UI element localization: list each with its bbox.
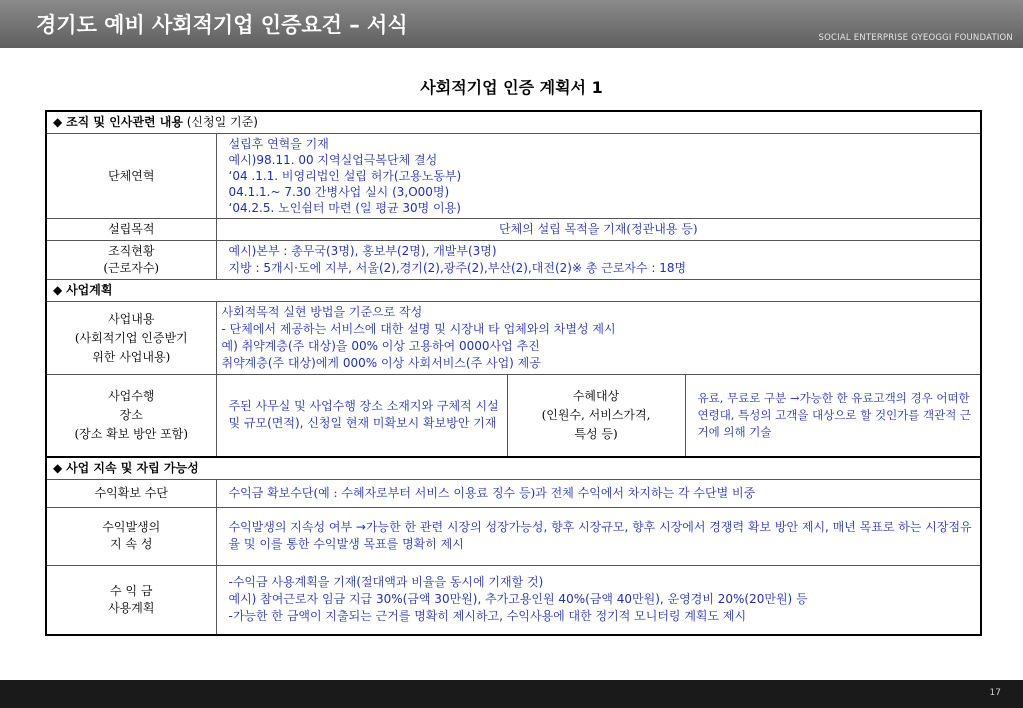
- history-row: [46, 134, 981, 219]
- footer-bar: [0, 680, 1023, 708]
- biz-content-content: [216, 302, 981, 375]
- biz-place-label-line: 사업수행: [108, 388, 155, 403]
- revenue-sustain-row: [46, 507, 981, 565]
- history-line: ‘04 .1.1. 비영리법인 설립 허가(고용노동부): [228, 169, 462, 183]
- diamond-bullet-icon: ◆: [53, 283, 63, 297]
- profit-use-content: [216, 565, 981, 635]
- header-title: 경기도 예비 사회적기업 인증요건 – 서식: [36, 13, 408, 37]
- biz-content-row: [46, 302, 981, 375]
- section-sustain-row: [46, 457, 981, 480]
- biz-content-label: [46, 302, 216, 375]
- biz-place-label-line: 장소: [119, 407, 143, 422]
- history-label: 단체연혁: [46, 134, 216, 219]
- profit-use-label-line: 수 익 금: [110, 583, 153, 598]
- biz-content-line: 예) 취약계층(주 대상)을 00% 이상 고용하여 0000사업 추진: [221, 339, 540, 353]
- section-org-note: (신청일 기준): [182, 115, 258, 129]
- section-biz-title: 사업계획: [66, 283, 113, 297]
- section-sustain-header: [46, 457, 981, 480]
- revenue-sustain-label-line: 수익발생의: [102, 520, 161, 534]
- header-bar: [0, 0, 1023, 48]
- beneficiary-label-line: 특성 등): [574, 426, 618, 441]
- profit-use-label-line: 사용계획: [108, 600, 155, 615]
- status-content: [216, 241, 981, 280]
- section-biz-row: [46, 280, 981, 302]
- section-biz-header: [46, 280, 981, 302]
- profit-use-line: 예시) 참여근로자 임금 지급 30%(금액 30만원), 추가고용인원 40%(금액 40만원), 운영경비 20%(20만원) 등: [228, 592, 808, 607]
- history-line: 04.1.1.~ 7.30 간병사업 실시 (3,O00명): [228, 185, 450, 199]
- application-form-table: [45, 110, 982, 636]
- diamond-bullet-icon: ◆: [53, 460, 63, 475]
- biz-content-label-line: 사업내용: [108, 311, 155, 326]
- purpose-row: [46, 219, 981, 241]
- beneficiary-label-line: (인원수, 서비스가격,: [541, 407, 651, 422]
- status-label-line: 조직현황: [108, 244, 155, 258]
- biz-place-label-line: (장소 확보 방안 포함): [74, 426, 189, 441]
- header-subtitle: SOCIAL ENTERPRISE GYEOGGI FOUNDATION: [818, 33, 1013, 43]
- diamond-bullet-icon: ◆: [53, 115, 63, 129]
- section-sustain-title: 사업 지속 및 자립 가능성: [66, 460, 199, 475]
- status-label: [46, 241, 216, 280]
- history-content: [216, 134, 981, 219]
- biz-content-label-line: 위한 사업내용): [92, 349, 171, 364]
- profit-use-line: -수익금 사용계획을 기재(절대액과 비율을 동시에 기재할 것): [228, 575, 544, 590]
- history-line: 예시)98.11. 00 지역실업극복단체 결성: [228, 153, 438, 167]
- beneficiary-label-line: 수혜대상: [572, 388, 620, 403]
- biz-place-label: [46, 375, 216, 457]
- beneficiary-label: [507, 375, 685, 457]
- biz-content-label-line: (사회적기업 인증받기: [74, 330, 188, 345]
- profit-use-line: -가능한 한 금액이 지출되는 근거를 명확히 제시하고, 수익사용에 대한 정기적 모니터링 계획도 제시: [228, 609, 747, 624]
- page-number: 17: [989, 688, 1001, 698]
- status-label-line: (근로자수): [103, 261, 160, 275]
- status-row: [46, 241, 981, 280]
- revenue-content: 수익금 확보수단(예 : 수혜자로부터 서비스 이용료 징수 등)과 전체 수익에서 차지하는 각 수단별 비중: [216, 479, 981, 507]
- biz-content-line: 사회적목적 실현 방법을 기준으로 작성: [221, 305, 423, 319]
- history-line: 설립후 연혁을 기재: [228, 137, 329, 151]
- status-line: 예시)본부 : 총무국(3명), 홍보부(2명), 개발부(3명): [228, 244, 497, 258]
- status-line: 지방 : 5개시·도에 지부, 서울(2),경기(2),광주(2),부산(2),대전(2)※ 총 근로자수 : 18명: [228, 261, 687, 275]
- profit-use-label: [46, 565, 216, 635]
- section-org-header: [46, 111, 981, 134]
- revenue-sustain-content: 수익발생의 지속성 여부 →가능한 한 관련 시장의 성장가능성, 향후 시장규모, 향후 시장에서 경쟁력 확보 방안 제시, 매년 목표로 하는 시장점유율 및 이를 통한 수익발생 목표를 명확히 제시: [216, 507, 981, 565]
- biz-place-content: 주된 사무실 및 사업수행 장소 소재지와 구체적 시설 및 규모(면적), 신청일 현재 미확보시 확보방안 기재: [216, 375, 507, 457]
- purpose-label: 설립목적: [46, 219, 216, 241]
- profit-use-row: [46, 565, 981, 635]
- biz-place-row: [46, 375, 981, 457]
- beneficiary-content: 유료, 무료로 구분 →가능한 한 유료고객의 경우 어떠한 연령대, 특성의 고객을 대상으로 할 것인가를 객관적 근거에 의해 기술: [685, 375, 981, 457]
- revenue-row: [46, 479, 981, 507]
- biz-content-line: 취약계층(주 대상)에게 000% 이상 사회서비스(주 사업) 제공: [221, 356, 541, 370]
- section-org-title: 조직 및 인사관련 내용: [66, 115, 183, 129]
- revenue-sustain-label: [46, 507, 216, 565]
- revenue-label: 수익확보 수단: [46, 479, 216, 507]
- revenue-sustain-label-line: 지 속 성: [110, 537, 153, 551]
- document-title: 사회적기업 인증 계획서 1: [420, 78, 603, 97]
- section-org-row: [46, 111, 981, 134]
- history-line: ‘04.2.5. 노인쉼터 마련 (일 평균 30명 이용): [228, 201, 461, 215]
- biz-content-line: - 단체에서 제공하는 서비스에 대한 설명 및 시장내 타 업체와의 차별성 제시: [221, 322, 616, 336]
- purpose-content: 단체의 설립 목적을 기재(정관내용 등): [216, 219, 981, 241]
